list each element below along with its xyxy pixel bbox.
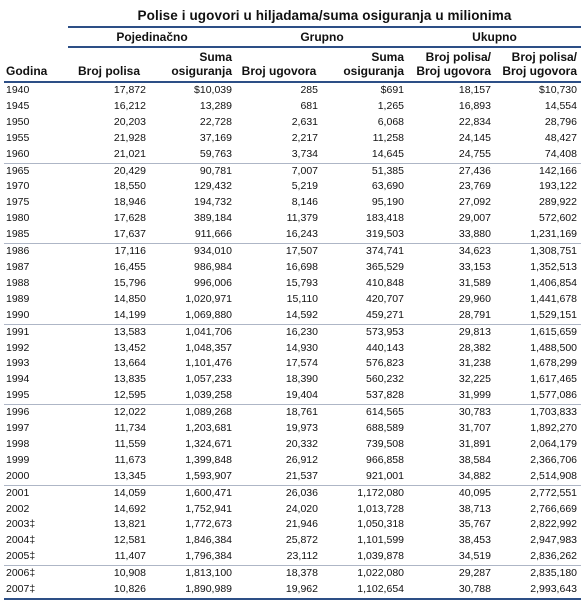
cell-total-a: 30,783: [458, 406, 491, 419]
cell-individual-policies: 13,664: [113, 357, 146, 370]
cell-group-sum: 63,690: [371, 180, 404, 193]
table-row: [4, 147, 581, 163]
cell-group-sum: 1,101,599: [357, 534, 404, 547]
cell-group-sum: 1,039,878: [322, 549, 408, 565]
cell-total-b: 2,514,908: [495, 469, 581, 485]
cell-total-a: 31,589: [458, 276, 491, 289]
cell-total-a: 31,999: [408, 388, 495, 404]
column-header-group-sum-line2: osiguranja: [343, 64, 404, 78]
cell-individual-sum: 1,772,673: [185, 518, 232, 531]
cell-year: 1995: [4, 388, 68, 404]
cell-total-b: 2,366,706: [530, 453, 577, 466]
table-row: [4, 566, 581, 582]
cell-group-sum: 1,022,080: [357, 567, 404, 580]
cell-group-contracts: 2,217: [291, 131, 318, 144]
cell-group-contracts: 26,912: [285, 453, 318, 466]
table-row: [4, 260, 581, 276]
cell-individual-sum: 996,006: [194, 276, 232, 289]
cell-group-sum: 966,858: [366, 453, 404, 466]
table-row: [4, 179, 581, 195]
cell-year: 2002: [6, 502, 30, 515]
cell-year: 1950: [6, 115, 30, 128]
cell-group-contracts: 7,007: [291, 164, 318, 177]
cell-total-b: 2,836,262: [495, 549, 581, 565]
cell-total-a: 29,960: [458, 292, 491, 305]
table-row: [4, 388, 581, 404]
cell-group-contracts: 21,537: [236, 469, 322, 485]
cell-individual-sum: 1,846,384: [185, 534, 232, 547]
cell-year: 1986: [6, 245, 30, 258]
cell-year: 1991: [6, 325, 30, 338]
group-header-group: Grupno: [236, 27, 408, 47]
table-row: [4, 211, 581, 227]
column-header-group-contracts: Broj ugovora: [236, 47, 322, 82]
cell-group-sum: 459,271: [322, 308, 408, 324]
cell-group-contracts: 15,793: [285, 276, 318, 289]
cell-total-a: 31,238: [458, 357, 491, 370]
cell-group-contracts: 5,219: [291, 180, 318, 193]
cell-individual-sum: 59,763: [150, 147, 236, 163]
column-header-individual-sum-line2: osiguranja: [171, 64, 232, 78]
cell-total-b: 2,835,180: [530, 567, 577, 580]
cell-individual-policies: 14,059: [113, 486, 146, 499]
table-row: [4, 421, 581, 437]
cell-individual-policies: 14,199: [68, 308, 150, 324]
table-row: [4, 453, 581, 469]
cell-total-b: 2,993,643: [495, 582, 581, 599]
cell-group-contracts: 14,592: [236, 308, 322, 324]
cell-total-b: 28,796: [544, 115, 577, 128]
cell-year: 2001: [6, 486, 30, 499]
cell-total-b: $10,730: [539, 84, 577, 96]
cell-group-sum: 1,265: [377, 99, 404, 112]
cell-individual-policies: 18,550: [113, 180, 146, 193]
cell-individual-policies: 21,928: [113, 131, 146, 144]
cell-total-a: 33,880: [408, 227, 495, 243]
cell-individual-policies: 17,628: [113, 212, 146, 225]
cell-individual-policies: 12,581: [113, 534, 146, 547]
cell-individual-policies: 20,203: [113, 115, 146, 128]
cell-group-contracts: 16,698: [285, 260, 318, 273]
cell-year: 1989: [6, 292, 30, 305]
cell-total-b: 572,602: [539, 212, 577, 225]
cell-group-sum: 537,828: [322, 388, 408, 404]
cell-group-contracts: 26,036: [285, 486, 318, 499]
cell-year: 1945: [6, 99, 30, 112]
cell-individual-policies: 10,826: [68, 582, 150, 599]
cell-total-b: 1,615,659: [530, 325, 577, 338]
cell-year: 2000: [4, 469, 68, 485]
table-row: [4, 533, 581, 549]
cell-total-b: 1,617,465: [530, 373, 577, 386]
cell-individual-sum: 1,593,907: [150, 469, 236, 485]
cell-group-contracts: 19,962: [236, 582, 322, 599]
cell-individual-policies: 17,116: [114, 245, 146, 258]
table-row: [4, 405, 581, 421]
column-header-group-sum-line1: Suma: [371, 50, 404, 64]
cell-group-sum: 183,418: [366, 212, 404, 225]
cell-individual-policies: 14,850: [113, 292, 146, 305]
cell-group-contracts: 15,110: [286, 292, 318, 305]
table-row: [4, 372, 581, 388]
cell-total-a: 27,092: [458, 196, 491, 209]
cell-total-a: 33,153: [458, 260, 491, 273]
cell-year: 1960: [4, 147, 68, 163]
cell-individual-sum: 1,057,233: [185, 373, 232, 386]
cell-year: 1993: [6, 357, 30, 370]
cell-individual-policies: 10,908: [113, 567, 146, 580]
table-row: [4, 517, 581, 533]
table-row: [4, 502, 581, 518]
cell-individual-policies: 15,796: [113, 276, 146, 289]
cell-total-b: 48,427: [544, 131, 577, 144]
cell-total-b: 2,766,669: [530, 502, 577, 515]
cell-individual-policies: 16,212: [113, 99, 146, 112]
cell-individual-policies: 11,734: [114, 422, 146, 435]
cell-individual-sum: 1,203,681: [185, 422, 232, 435]
cell-individual-sum: 129,432: [194, 180, 232, 193]
cell-total-a: 34,623: [458, 245, 491, 258]
cell-group-contracts: 16,243: [236, 227, 322, 243]
table-row: [4, 485, 581, 501]
cell-individual-policies: 13,821: [113, 518, 146, 531]
cell-total-b: 142,166: [539, 164, 577, 177]
cell-individual-policies: 18,946: [113, 196, 146, 209]
cell-year: 2004‡: [6, 534, 36, 547]
cell-group-sum: 365,529: [366, 260, 404, 273]
table-row: [4, 582, 581, 599]
cell-total-a: 28,791: [408, 308, 495, 324]
cell-total-b: 2,822,992: [530, 518, 577, 531]
column-header-total-b-line2: Broj ugovora: [502, 64, 577, 78]
table-row: [4, 115, 581, 131]
cell-individual-policies: 14,692: [113, 502, 146, 515]
cell-individual-policies: 16,455: [113, 260, 146, 273]
cell-year: 1940: [6, 84, 30, 96]
cell-individual-sum: 194,732: [194, 196, 232, 209]
cell-total-a: 32,225: [458, 373, 491, 386]
cell-total-b: 193,122: [539, 180, 577, 193]
table-row: [4, 469, 581, 485]
cell-individual-policies: 20,429: [113, 164, 146, 177]
cell-total-b: 14,554: [544, 99, 577, 112]
group-header-total: Ukupno: [408, 27, 581, 47]
cell-group-contracts: 24,020: [285, 502, 318, 515]
table-row: [4, 244, 581, 260]
cell-individual-sum: 1,089,268: [185, 406, 232, 419]
cell-group-contracts: 20,332: [285, 437, 318, 450]
cell-individual-sum: 986,984: [194, 260, 232, 273]
table-row: [4, 82, 581, 99]
table-body: [4, 82, 581, 599]
column-header-individual-sum-line1: Suma: [199, 50, 232, 64]
cell-total-a: 35,767: [458, 518, 491, 531]
cell-year: 1999: [6, 453, 30, 466]
cell-total-a: 22,834: [458, 115, 491, 128]
cell-total-b: 1,892,270: [530, 422, 577, 435]
cell-individual-sum: 911,666: [150, 227, 236, 243]
table-row: [4, 437, 581, 453]
cell-total-b: 1,308,751: [530, 245, 577, 258]
table-row: [4, 324, 581, 340]
column-header-total-b: [495, 47, 581, 82]
column-header-total-b-line1: Broj polisa/: [511, 50, 577, 64]
cell-year: 1985: [4, 227, 68, 243]
cell-group-contracts: 3,734: [236, 147, 322, 163]
cell-total-a: 16,893: [458, 99, 491, 112]
cell-individual-sum: 1,752,941: [185, 502, 232, 515]
cell-group-contracts: 17,574: [285, 357, 318, 370]
cell-total-a: 29,287: [458, 567, 491, 580]
column-header-total-a-line1: Broj polisa/: [425, 50, 491, 64]
cell-year: 1992: [6, 341, 30, 354]
column-header-individual-policies: Broj polisa: [68, 47, 150, 82]
cell-year: 1987: [6, 260, 30, 273]
cell-individual-sum: 1,813,100: [185, 567, 232, 580]
group-header-individual: Pojedinačno: [68, 27, 236, 47]
cell-total-a: 30,788: [408, 582, 495, 599]
cell-individual-policies: 11,673: [114, 453, 146, 466]
cell-year: 2006‡: [6, 567, 36, 580]
cell-total-a: 38,584: [458, 453, 491, 466]
table-title: Polise i ugovori u hiljadama/suma osiguranja u milionima: [68, 0, 581, 27]
cell-total-a: 34,519: [408, 549, 495, 565]
cell-year: 1988: [6, 276, 30, 289]
cell-group-contracts: 19,973: [285, 422, 318, 435]
cell-individual-sum: 934,010: [194, 245, 232, 258]
cell-individual-sum: 1,399,848: [185, 453, 232, 466]
cell-individual-sum: 37,169: [199, 131, 232, 144]
cell-group-sum: 921,001: [322, 469, 408, 485]
cell-individual-sum: 1,041,706: [185, 325, 232, 338]
cell-group-contracts: 681: [300, 99, 318, 112]
table-row: [4, 163, 581, 179]
cell-individual-policies: 17,637: [68, 227, 150, 243]
cell-group-sum: 14,645: [322, 147, 408, 163]
cell-total-a: 40,095: [458, 486, 491, 499]
cell-total-a: 38,453: [458, 534, 491, 547]
cell-total-a: 34,882: [408, 469, 495, 485]
column-header-group-sum: [322, 47, 408, 82]
cell-group-contracts: 17,507: [285, 245, 318, 258]
cell-total-a: 31,891: [458, 437, 491, 450]
cell-total-b: 1,441,678: [530, 292, 577, 305]
cell-group-sum: 1,013,728: [357, 502, 404, 515]
column-header-total-a-line2: Broj ugovora: [416, 64, 491, 78]
cell-total-b: 1,577,086: [495, 388, 581, 404]
cell-total-b: 1,406,854: [530, 276, 577, 289]
cell-group-contracts: 285: [300, 84, 318, 96]
cell-group-contracts: 11,379: [286, 212, 318, 225]
cell-year: 2007‡: [4, 582, 68, 599]
cell-total-b: 74,408: [495, 147, 581, 163]
cell-year: 1998: [6, 437, 30, 450]
cell-group-contracts: 18,378: [285, 567, 318, 580]
column-header-year: Godina: [4, 47, 68, 82]
cell-individual-policies: 17,872: [113, 84, 146, 96]
cell-individual-sum: 22,728: [199, 115, 232, 128]
insurance-data-table: [4, 0, 581, 600]
cell-group-sum: 11,258: [372, 131, 404, 144]
cell-individual-policies: 12,595: [68, 388, 150, 404]
cell-individual-policies: 13,452: [113, 341, 146, 354]
cell-total-a: 27,436: [458, 164, 491, 177]
cell-group-sum: 6,068: [377, 115, 404, 128]
cell-group-sum: 560,232: [366, 373, 404, 386]
cell-individual-sum: 1,890,989: [150, 582, 236, 599]
cell-individual-policies: 13,345: [68, 469, 150, 485]
cell-individual-sum: 1,020,971: [185, 292, 232, 305]
cell-group-sum: 319,503: [322, 227, 408, 243]
cell-total-b: 1,231,169: [495, 227, 581, 243]
cell-group-sum: 51,385: [371, 164, 404, 177]
cell-group-sum: 1,172,080: [357, 486, 404, 499]
cell-group-contracts: 23,112: [236, 549, 322, 565]
cell-group-contracts: 21,946: [285, 518, 318, 531]
cell-year: 1996: [6, 406, 30, 419]
cell-total-b: 1,678,299: [530, 357, 577, 370]
cell-individual-policies: 11,559: [114, 437, 146, 450]
cell-group-contracts: 18,761: [285, 406, 318, 419]
cell-individual-sum: 1,796,384: [150, 549, 236, 565]
cell-year: 1994: [6, 373, 30, 386]
cell-group-sum: $691: [380, 84, 404, 96]
cell-total-a: 31,707: [458, 422, 491, 435]
cell-group-sum: 410,848: [366, 276, 404, 289]
cell-year: 2005‡: [4, 549, 68, 565]
cell-group-sum: 739,508: [366, 437, 404, 450]
table-row: [4, 292, 581, 308]
table-row: [4, 549, 581, 565]
cell-individual-sum: $10,039: [194, 84, 232, 96]
cell-individual-sum: 389,184: [194, 212, 232, 225]
cell-group-sum: 420,707: [366, 292, 404, 305]
table-row: [4, 276, 581, 292]
cell-year: 1990: [4, 308, 68, 324]
cell-individual-policies: 13,835: [113, 373, 146, 386]
cell-individual-policies: 21,021: [68, 147, 150, 163]
cell-individual-sum: 1,048,357: [185, 341, 232, 354]
cell-individual-sum: 1,069,880: [150, 308, 236, 324]
table-row: [4, 195, 581, 211]
cell-group-contracts: 2,631: [291, 115, 318, 128]
cell-individual-policies: 13,583: [113, 325, 146, 338]
cell-total-a: 18,157: [458, 84, 491, 96]
cell-total-b: 2,947,983: [530, 534, 577, 547]
table-row: [4, 341, 581, 357]
cell-total-a: 29,007: [458, 212, 491, 225]
cell-individual-sum: 1,600,471: [185, 486, 232, 499]
cell-total-a: 29,813: [458, 325, 491, 338]
cell-group-contracts: 19,404: [236, 388, 322, 404]
table-row: [4, 356, 581, 372]
cell-group-contracts: 8,146: [291, 196, 318, 209]
cell-year: 2003‡: [6, 518, 36, 531]
column-header-total-a: [408, 47, 495, 82]
cell-group-contracts: 18,390: [285, 373, 318, 386]
cell-group-sum: 573,953: [366, 325, 404, 338]
cell-year: 1970: [6, 180, 30, 193]
cell-group-contracts: 25,872: [285, 534, 318, 547]
cell-individual-policies: 11,407: [68, 549, 150, 565]
cell-individual-sum: 1,039,258: [150, 388, 236, 404]
cell-year: 1997: [6, 422, 30, 435]
cell-group-sum: 95,190: [371, 196, 404, 209]
cell-individual-sum: 13,289: [199, 99, 232, 112]
cell-group-sum: 1,050,318: [357, 518, 404, 531]
table-row: [4, 99, 581, 115]
cell-total-a: 24,145: [458, 131, 491, 144]
cell-total-a: 28,382: [458, 341, 491, 354]
cell-individual-sum: 90,781: [199, 164, 232, 177]
cell-total-a: 38,713: [458, 502, 491, 515]
cell-total-b: 1,703,833: [530, 406, 577, 419]
cell-total-b: 1,352,513: [530, 260, 577, 273]
cell-group-sum: 1,102,654: [322, 582, 408, 599]
cell-group-sum: 440,143: [366, 341, 404, 354]
cell-total-b: 2,772,551: [530, 486, 577, 499]
table-row: [4, 227, 581, 243]
cell-group-contracts: 16,230: [285, 325, 318, 338]
cell-group-sum: 614,565: [366, 406, 404, 419]
cell-individual-policies: 12,022: [113, 406, 146, 419]
cell-group-sum: 688,589: [366, 422, 404, 435]
cell-individual-sum: 1,101,476: [185, 357, 232, 370]
cell-year: 1965: [6, 164, 30, 177]
cell-total-b: 1,529,151: [495, 308, 581, 324]
cell-total-a: 24,755: [408, 147, 495, 163]
table-row: [4, 308, 581, 324]
table-row: [4, 131, 581, 147]
cell-group-sum: 374,741: [366, 245, 404, 258]
cell-total-a: 23,769: [458, 180, 491, 193]
cell-individual-sum: 1,324,671: [185, 437, 232, 450]
cell-group-sum: 576,823: [366, 357, 404, 370]
cell-group-contracts: 14,930: [285, 341, 318, 354]
cell-year: 1955: [6, 131, 30, 144]
cell-year: 1975: [6, 196, 30, 209]
cell-year: 1980: [6, 212, 30, 225]
cell-total-b: 2,064,179: [530, 437, 577, 450]
cell-total-b: 1,488,500: [530, 341, 577, 354]
cell-total-b: 289,922: [539, 196, 577, 209]
column-header-individual-sum: [150, 47, 236, 82]
